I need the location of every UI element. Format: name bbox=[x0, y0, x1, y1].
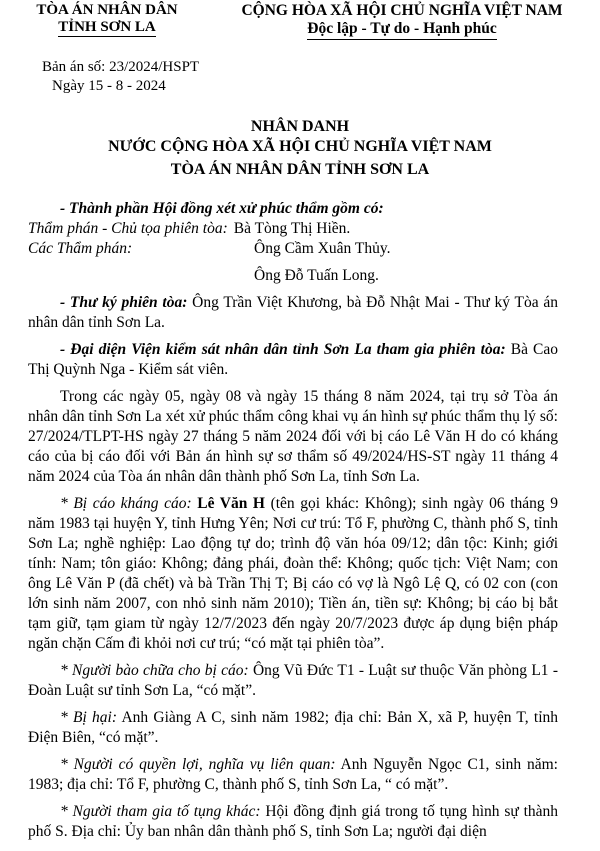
title-court: TÒA ÁN NHÂN DÂN TỈNH SƠN LA bbox=[170, 161, 430, 178]
defendant-paragraph bbox=[28, 494, 558, 654]
judgment-body bbox=[28, 199, 558, 842]
presiding-judge-row bbox=[28, 219, 558, 239]
clerk-paragraph bbox=[28, 293, 558, 333]
related-party-label: * Người có quyền lợi, nghĩa vụ liên quan: bbox=[60, 756, 336, 773]
court-header bbox=[4, 2, 210, 37]
case-info bbox=[42, 58, 242, 96]
judge-2-row bbox=[28, 266, 558, 286]
panel-heading: - Thành phần Hội đồng xét xử phúc thẩm gồm có: bbox=[60, 200, 384, 217]
presiding-label: Thẩm phán - Chủ tọa phiên tòa: bbox=[28, 220, 228, 237]
victim-label: * Bị hại: bbox=[60, 709, 118, 726]
defender-paragraph bbox=[28, 661, 558, 701]
defendant-label: * Bị cáo kháng cáo: bbox=[60, 495, 192, 512]
judges-label: Các Thẩm phán: bbox=[28, 240, 133, 257]
procuracy-label: - Đại diện Viện kiểm sát nhân dân tỉnh Sơn La tham gia phiên tòa: bbox=[60, 341, 506, 358]
intro-paragraph: Trong các ngày 05, ngày 08 và ngày 15 tháng 8 năm 2024, tại trụ sở Tòa án nhân dân tỉnh Sơn La xét xử phúc thẩm công khai vụ án hình sự phúc thẩm thụ lý số: 27/2024/TLPT-HS ngày 27 tháng 5 năm 2024 đối với bị cáo Lê Văn H do có kháng cáo của bị cáo đối với Bản án hình sự sơ thẩm số 49/2024/HS-ST ngày 11 tháng 4 năm 2024 của Tòa án nhân dân thành phố Sơn La, tỉnh Sơn La. bbox=[28, 388, 558, 485]
national-header bbox=[206, 2, 598, 40]
defender-label: * Người bào chữa cho bị cáo: bbox=[60, 662, 249, 679]
defender-text: Ông Vũ Đức T1 - Luật sư thuộc Văn phòng L1 - Đoàn Luật sư tỉnh Sơn La, “có mặt”. bbox=[28, 662, 558, 699]
related-party-text: Anh Nguyễn Ngọc C1, sinh năm: 1983; địa chỉ: Tổ F, phường C, thành phố S, tỉnh Sơn La, “ có mặt”. bbox=[28, 756, 558, 793]
national-motto: Độc lập - Tự do - Hạnh phúc bbox=[307, 20, 496, 40]
court-province: TỈNH SƠN LA bbox=[58, 19, 156, 35]
other-participant-label: * Người tham gia tố tụng khác: bbox=[60, 803, 261, 820]
case-number: Bản án số: 23/2024/HSPT bbox=[42, 59, 200, 75]
other-participant-paragraph bbox=[28, 802, 558, 842]
title-on-behalf: NHÂN DANH bbox=[250, 118, 350, 135]
defendant-name: Lê Văn H bbox=[197, 495, 265, 512]
related-party-paragraph bbox=[28, 755, 558, 795]
procuracy-text: Bà Cao Thị Quỳnh Nga - Kiểm sát viên. bbox=[28, 341, 559, 378]
judge-2: Ông Đỗ Tuấn Long. bbox=[254, 267, 379, 284]
judges-row bbox=[28, 239, 558, 259]
nation-name: CỘNG HÒA XÃ HỘI CHỦ NGHĨA VIỆT NAM bbox=[241, 2, 563, 19]
victim-paragraph bbox=[28, 708, 558, 748]
title-republic: NƯỚC CỘNG HÒA XÃ HỘI CHỦ NGHĨA VIỆT NAM bbox=[108, 138, 492, 155]
victim-text: Anh Giàng A C, sinh năm 1982; địa chỉ: Bản X, xã P, huyện T, tỉnh Điện Biên, “có mặt”. bbox=[28, 709, 558, 746]
court-name: TÒA ÁN NHÂN DÂN bbox=[36, 2, 178, 18]
clerk-label: - Thư ký phiên tòa: bbox=[60, 294, 188, 311]
clerk-text: Ông Trần Việt Khương, bà Đỗ Nhật Mai - Thư ký Tòa án nhân dân tỉnh Sơn La. bbox=[28, 294, 559, 331]
case-date: Ngày 15 - 8 - 2024 bbox=[52, 78, 166, 94]
procuracy-paragraph bbox=[28, 340, 558, 380]
other-participant-text: Hội đồng định giá trong tố tụng hình sự thành phố S. Địa chỉ: Ủy ban nhân dân thành phố S, tỉnh Sơn La; người đại diện bbox=[28, 803, 559, 840]
judge-1: Ông Cầm Xuân Thủy. bbox=[254, 240, 391, 257]
presiding-name: Bà Tòng Thị Hiền. bbox=[233, 220, 351, 237]
defendant-text: (tên gọi khác: Không); sinh ngày 06 tháng 9 năm 1983 tại huyện Y, tỉnh Hưng Yên; Nơi cư trú: Tổ F, phường C, thành phố S, tỉnh Sơn La; nghề nghiệp: Lao động tự do; trình độ văn hóa 09/12; dân tộc: Kinh; giới tính: Nam; tôn giáo: Không; đảng phái, đoàn thể: Không; quốc tịch: Việt Nam; con ông Lê Văn P (đã chết) và bà Trần Thị T; Bị cáo có vợ là Ngô Lệ Q, có 02 con (con lớn sinh năm 2007, con nhỏ sinh năm 2010); Tiền án, tiền sự: Không; bị cáo bị bắt tạm giữ, tạm giam từ ngày 12/7/2023 đến ngày 20/7/2023 được áp dụng biện pháp ngăn chặn Cấm đi khỏi nơi cư trú; “có mặt tại phiên tòa”. bbox=[28, 495, 559, 652]
